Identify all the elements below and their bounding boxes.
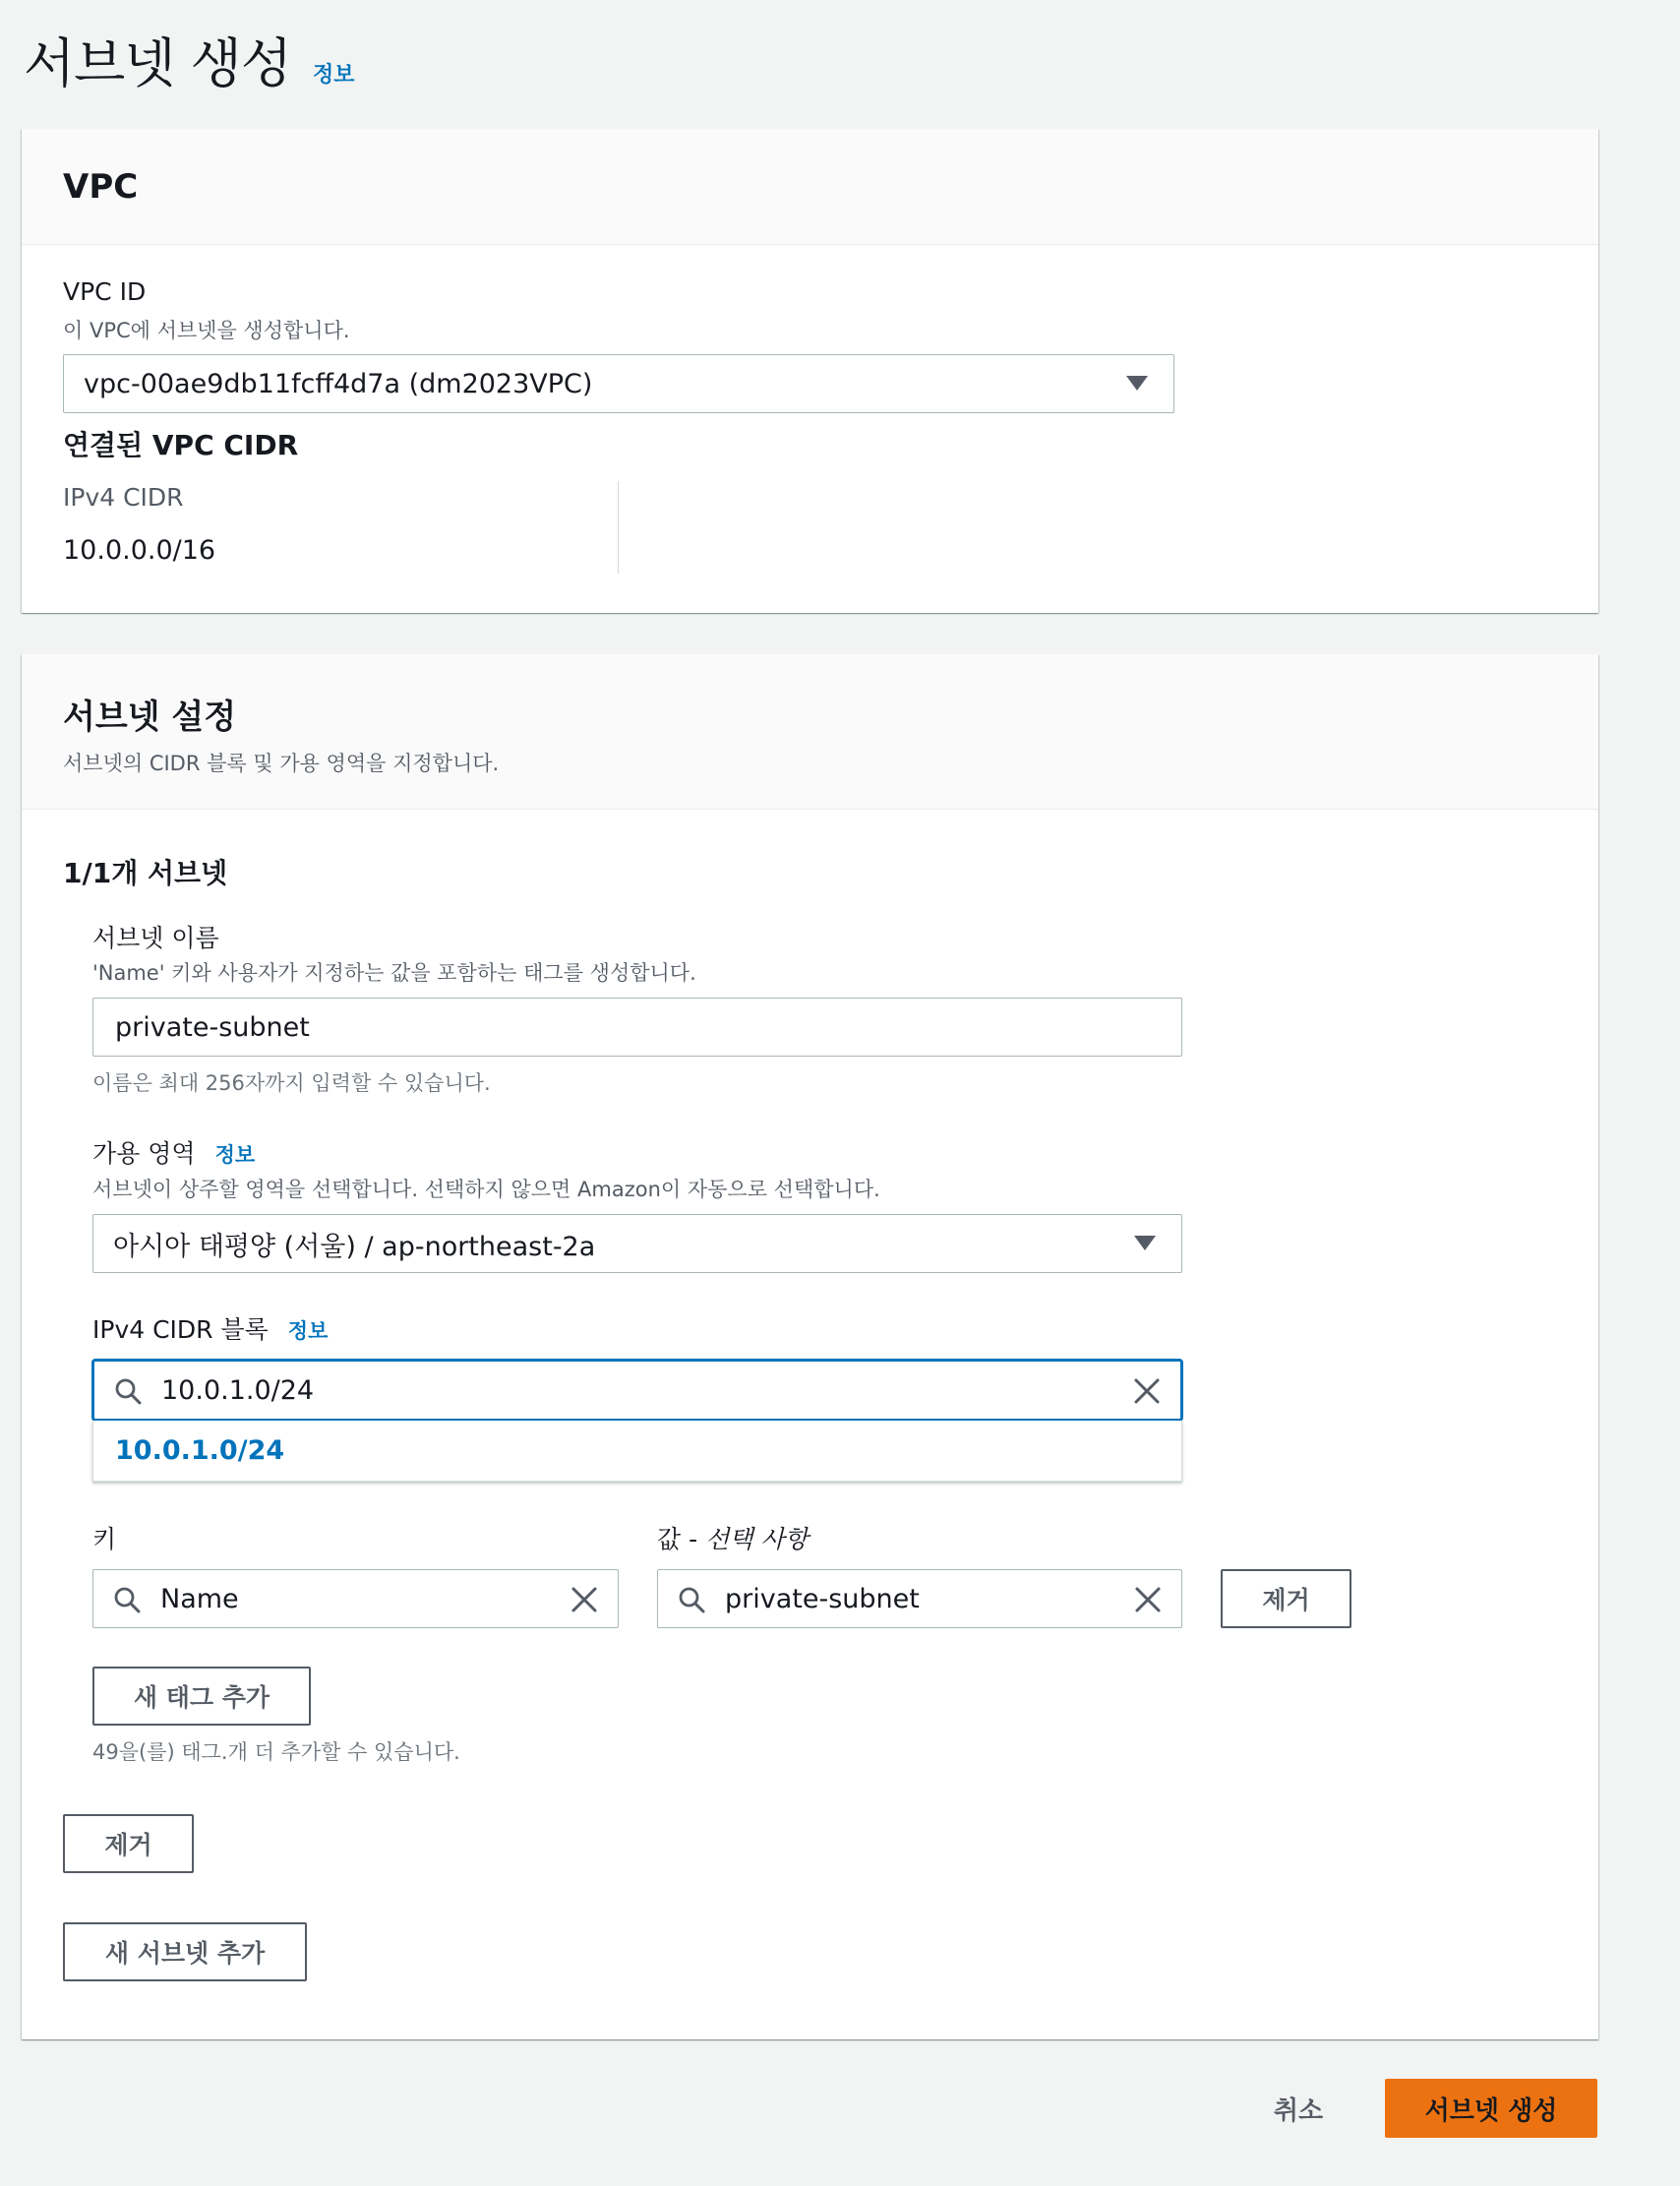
- availability-zone-info-link[interactable]: 정보: [214, 1143, 256, 1167]
- tag-value-label: [657, 1520, 809, 1555]
- cidr-suggestion-option[interactable]: 10.0.1.0/24: [115, 1434, 285, 1466]
- close-icon[interactable]: [570, 1586, 598, 1613]
- caret-down-icon: [1134, 1236, 1156, 1250]
- add-tag-button[interactable]: 새 태그 추가: [92, 1667, 311, 1726]
- search-icon: [113, 1586, 141, 1613]
- cidr-suggestions-dropdown: [92, 1421, 1182, 1482]
- tag-value-optional-text: 선택 사항: [705, 1525, 809, 1553]
- subnet-name-label: 서브넷 이름: [92, 924, 219, 952]
- column-divider: [618, 481, 619, 574]
- ipv4-cidr-label: IPv4 CIDR: [63, 483, 184, 512]
- ipv4-cidr-value: 10.0.0.0/16: [63, 535, 216, 566]
- tag-limit-hint: 49을(를) 태그.개 더 추가할 수 있습니다.: [92, 1740, 460, 1764]
- availability-zone-select[interactable]: [92, 1214, 1182, 1273]
- subnet-settings-panel: [22, 654, 1598, 2039]
- cidr-block-input-value: 10.0.1.0/24: [161, 1374, 315, 1406]
- page-title: 서브넷 생성: [24, 32, 291, 94]
- subnet-counter: 1/1개 서브넷: [63, 857, 228, 889]
- subnet-settings-header: [22, 654, 1598, 810]
- availability-zone-description: 서브넷이 상주할 영역을 선택합니다. 선택하지 않으면 Amazon이 자동으로 선택합니다.: [92, 1178, 880, 1201]
- tag-key-input-value: Name: [160, 1583, 239, 1614]
- subnet-name-input[interactable]: [92, 998, 1182, 1057]
- availability-zone-label-row: [92, 1134, 255, 1170]
- tag-value-input[interactable]: [657, 1569, 1182, 1628]
- vpc-id-selected-value: vpc-00ae9db11fcff4d7a (dm2023VPC): [84, 368, 593, 399]
- subnet-name-hint: 이름은 최대 256자까지 입력할 수 있습니다.: [92, 1071, 491, 1095]
- cidr-block-label: IPv4 CIDR 블록: [92, 1315, 269, 1344]
- subnet-name-description: 'Name' 키와 사용자가 지정하는 값을 포함하는 태그를 생성합니다.: [92, 961, 696, 985]
- cancel-button[interactable]: 취소: [1273, 2095, 1324, 2126]
- vpc-panel-header: [22, 129, 1598, 245]
- subnet-settings-title: 서브넷 설정: [63, 698, 237, 737]
- search-icon: [678, 1586, 705, 1613]
- cidr-block-info-link[interactable]: 정보: [287, 1319, 329, 1343]
- close-icon[interactable]: [1133, 1377, 1161, 1405]
- remove-subnet-button[interactable]: 제거: [63, 1814, 194, 1873]
- search-icon: [114, 1377, 142, 1405]
- vpc-id-select[interactable]: [63, 354, 1174, 413]
- cidr-block-label-row: [92, 1310, 328, 1346]
- vpc-panel-title: VPC: [63, 166, 139, 207]
- tag-key-input[interactable]: [92, 1569, 619, 1628]
- page-info-link[interactable]: 정보: [313, 63, 355, 88]
- remove-tag-button[interactable]: 제거: [1221, 1569, 1351, 1628]
- associated-cidr-heading: 연결된 VPC CIDR: [63, 429, 299, 461]
- tag-value-input-value: private-subnet: [725, 1583, 920, 1614]
- page-header: [24, 22, 355, 97]
- create-subnet-button[interactable]: 서브넷 생성: [1385, 2079, 1597, 2138]
- caret-down-icon: [1126, 376, 1148, 391]
- vpc-panel: [22, 129, 1598, 613]
- add-subnet-button[interactable]: 새 서브넷 추가: [63, 1922, 307, 1981]
- vpc-id-description: 이 VPC에 서브넷을 생성합니다.: [63, 319, 350, 342]
- close-icon[interactable]: [1134, 1586, 1162, 1613]
- availability-zone-label: 가용 영역: [92, 1139, 196, 1168]
- tag-key-label: 키: [92, 1525, 117, 1553]
- vpc-id-label: VPC ID: [63, 277, 147, 306]
- availability-zone-selected-value: 아시아 태평양 (서울) / ap-northeast-2a: [113, 1231, 596, 1262]
- subnet-settings-description: 서브넷의 CIDR 블록 및 가용 영역을 지정합니다.: [63, 752, 500, 775]
- tag-value-label-text: 값 -: [657, 1525, 706, 1553]
- subnet-name-input-value: private-subnet: [115, 1011, 310, 1043]
- cidr-block-input[interactable]: [92, 1360, 1182, 1421]
